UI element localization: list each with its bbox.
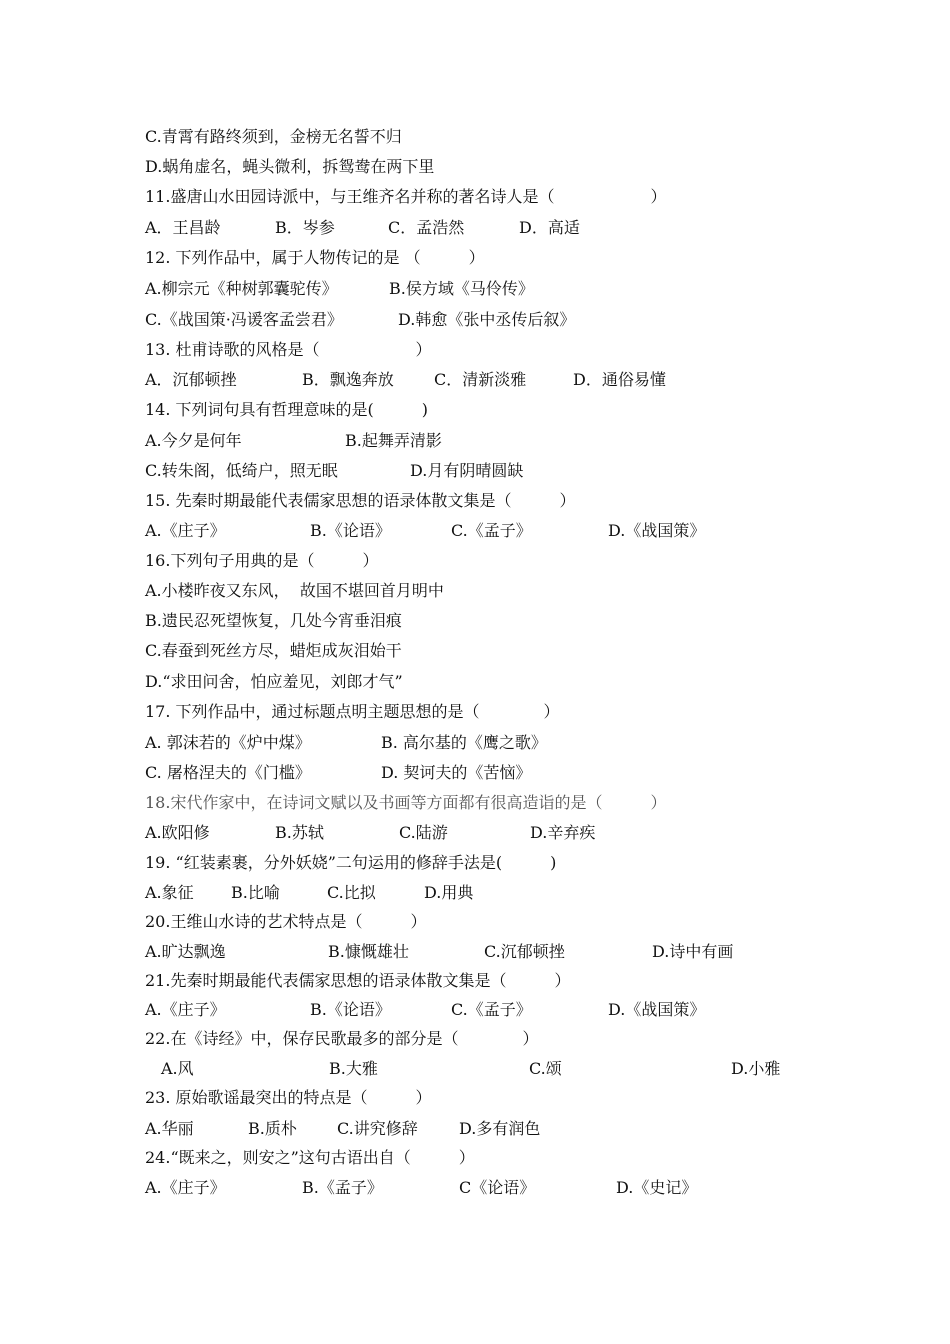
q11-option-b: B．岑参 bbox=[275, 218, 335, 237]
question-11: 11.盛唐山水田园诗派中，与王维齐名并称的著名诗人是（ ） bbox=[145, 187, 667, 206]
question-14: 14. 下列词句具有哲理意味的是( ) bbox=[145, 400, 429, 419]
q13-option-a: A．沉郁顿挫 bbox=[145, 370, 237, 389]
q14-option-a: A.今夕是何年 bbox=[145, 431, 242, 450]
q12-option-c: C.《战国策·冯谖客孟尝君》 bbox=[145, 310, 343, 329]
q13-option-b: B．飘逸奔放 bbox=[302, 370, 394, 389]
q14-option-c: C.转朱阁，低绮户，照无眠 bbox=[145, 461, 338, 480]
q11-options bbox=[145, 218, 845, 238]
q11-option-a: A．王昌龄 bbox=[145, 218, 221, 237]
q21-option-c: C.《孟子》 bbox=[451, 1000, 532, 1019]
question-22: 22.在《诗经》中，保存民歌最多的部分是（ ） bbox=[145, 1029, 539, 1048]
q19-option-c: C.比拟 bbox=[327, 883, 376, 902]
q20-option-a: A.旷达飘逸 bbox=[145, 942, 226, 961]
q15-option-a: A.《庄子》 bbox=[145, 521, 226, 540]
q10-option-c: C.青霄有路终须到，金榜无名誓不归 bbox=[145, 127, 402, 146]
q16-option-b: B.遗民忍死望恢复，几处今宵垂泪痕 bbox=[145, 611, 402, 630]
q16-option-d: D.“求田问舍，怕应羞见，刘郎才气” bbox=[145, 672, 403, 691]
question-13: 13. 杜甫诗歌的风格是（ ） bbox=[145, 340, 432, 359]
q20-option-d: D.诗中有画 bbox=[652, 942, 734, 961]
q24-option-b: B.《孟子》 bbox=[302, 1178, 383, 1197]
q24-option-d: D.《史记》 bbox=[616, 1178, 698, 1197]
q23-option-c: C.讲究修辞 bbox=[337, 1119, 418, 1138]
q22-option-c: C.颂 bbox=[529, 1059, 562, 1078]
question-21: 21.先秦时期最能代表儒家思想的语录体散文集是（ ） bbox=[145, 971, 571, 990]
q24-option-a: A.《庄子》 bbox=[145, 1178, 226, 1197]
q18-option-d: D.辛弃疾 bbox=[530, 823, 596, 842]
q15-options bbox=[145, 521, 845, 541]
q17-option-c: C. 屠格涅夫的《门槛》 bbox=[145, 763, 311, 782]
q14-options-cd bbox=[145, 461, 845, 481]
q12-options-cd bbox=[145, 310, 845, 330]
q13-options bbox=[145, 370, 845, 390]
q24-options bbox=[145, 1178, 845, 1198]
q22-option-d: D.小雅 bbox=[731, 1059, 781, 1078]
q21-option-b: B.《论语》 bbox=[310, 1000, 391, 1019]
q21-option-d: D.《战国策》 bbox=[608, 1000, 706, 1019]
q15-option-d: D.《战国策》 bbox=[608, 521, 706, 540]
q21-option-a: A.《庄子》 bbox=[145, 1000, 226, 1019]
question-16: 16.下列句子用典的是（ ） bbox=[145, 551, 379, 570]
q17-options-ab bbox=[145, 733, 845, 753]
q23-options bbox=[145, 1119, 845, 1139]
question-18: 18.宋代作家中，在诗词文赋以及书画等方面都有很高造诣的是（ ） bbox=[145, 793, 667, 812]
q20-options bbox=[145, 942, 845, 962]
q19-option-d: D.用典 bbox=[424, 883, 474, 902]
q19-option-b: B.比喻 bbox=[231, 883, 280, 902]
question-12: 12. 下列作品中，属于人物传记的是 （ ） bbox=[145, 248, 485, 267]
question-17: 17. 下列作品中，通过标题点明主题思想的是（ ） bbox=[145, 702, 560, 721]
q10-option-d: D.蜗角虚名，蝇头微利，拆鸳鸯在两下里 bbox=[145, 157, 435, 176]
question-23: 23. 原始歌谣最突出的特点是（ ） bbox=[145, 1088, 432, 1107]
q19-options bbox=[145, 883, 845, 903]
q18-option-c: C.陆游 bbox=[399, 823, 448, 842]
q15-option-c: C.《孟子》 bbox=[451, 521, 532, 540]
q18-option-b: B.苏轼 bbox=[275, 823, 324, 842]
q12-option-a: A.柳宗元《种树郭囊驼传》 bbox=[145, 279, 338, 298]
q17-option-b: B. 高尔基的《鹰之歌》 bbox=[381, 733, 547, 752]
q11-option-d: D．高适 bbox=[519, 218, 580, 237]
q12-option-b: B.侯方域《马伶传》 bbox=[389, 279, 534, 298]
q23-option-b: B.质朴 bbox=[248, 1119, 297, 1138]
q14-options-ab bbox=[145, 431, 845, 451]
q19-option-a: A.象征 bbox=[145, 883, 194, 902]
question-19: 19. “红装素裹，分外妖娆”二句运用的修辞手法是( ) bbox=[145, 853, 557, 872]
q13-option-d: D．通俗易懂 bbox=[573, 370, 666, 389]
q23-option-d: D.多有润色 bbox=[459, 1119, 541, 1138]
q22-options bbox=[145, 1059, 845, 1079]
q24-option-c: C《论语》 bbox=[459, 1178, 536, 1197]
question-24: 24.“既来之，则安之”这句古语出自（ ） bbox=[145, 1148, 475, 1167]
q17-options-cd bbox=[145, 763, 845, 783]
question-15: 15. 先秦时期最能代表儒家思想的语录体散文集是（ ） bbox=[145, 491, 576, 510]
q20-option-c: C.沉郁顿挫 bbox=[484, 942, 565, 961]
q14-option-d: D.月有阴晴圆缺 bbox=[410, 461, 524, 480]
q13-option-c: C．清新淡雅 bbox=[434, 370, 527, 389]
q17-option-d: D. 契诃夫的《苦恼》 bbox=[381, 763, 532, 782]
q20-option-b: B.慷慨雄壮 bbox=[328, 942, 409, 961]
q14-option-b: B.起舞弄清影 bbox=[345, 431, 442, 450]
question-20: 20.王维山水诗的艺术特点是（ ） bbox=[145, 912, 427, 931]
q15-option-b: B.《论语》 bbox=[310, 521, 391, 540]
q16-option-c: C.春蚕到死丝方尽，蜡炬成灰泪始干 bbox=[145, 641, 402, 660]
q22-option-b: B.大雅 bbox=[329, 1059, 378, 1078]
q17-option-a: A. 郭沫若的《炉中煤》 bbox=[145, 733, 311, 752]
q12-option-d: D.韩愈《张中丞传后叙》 bbox=[398, 310, 576, 329]
q22-option-a: A.风 bbox=[161, 1059, 194, 1078]
q23-option-a: A.华丽 bbox=[145, 1119, 194, 1138]
q21-options bbox=[145, 1000, 845, 1020]
q18-option-a: A.欧阳修 bbox=[145, 823, 210, 842]
q18-options bbox=[145, 823, 845, 843]
q11-option-c: C．孟浩然 bbox=[388, 218, 465, 237]
q16-option-a: A.小楼昨夜又东风， 故国不堪回首月明中 bbox=[145, 581, 444, 600]
q12-options-ab bbox=[145, 279, 845, 299]
